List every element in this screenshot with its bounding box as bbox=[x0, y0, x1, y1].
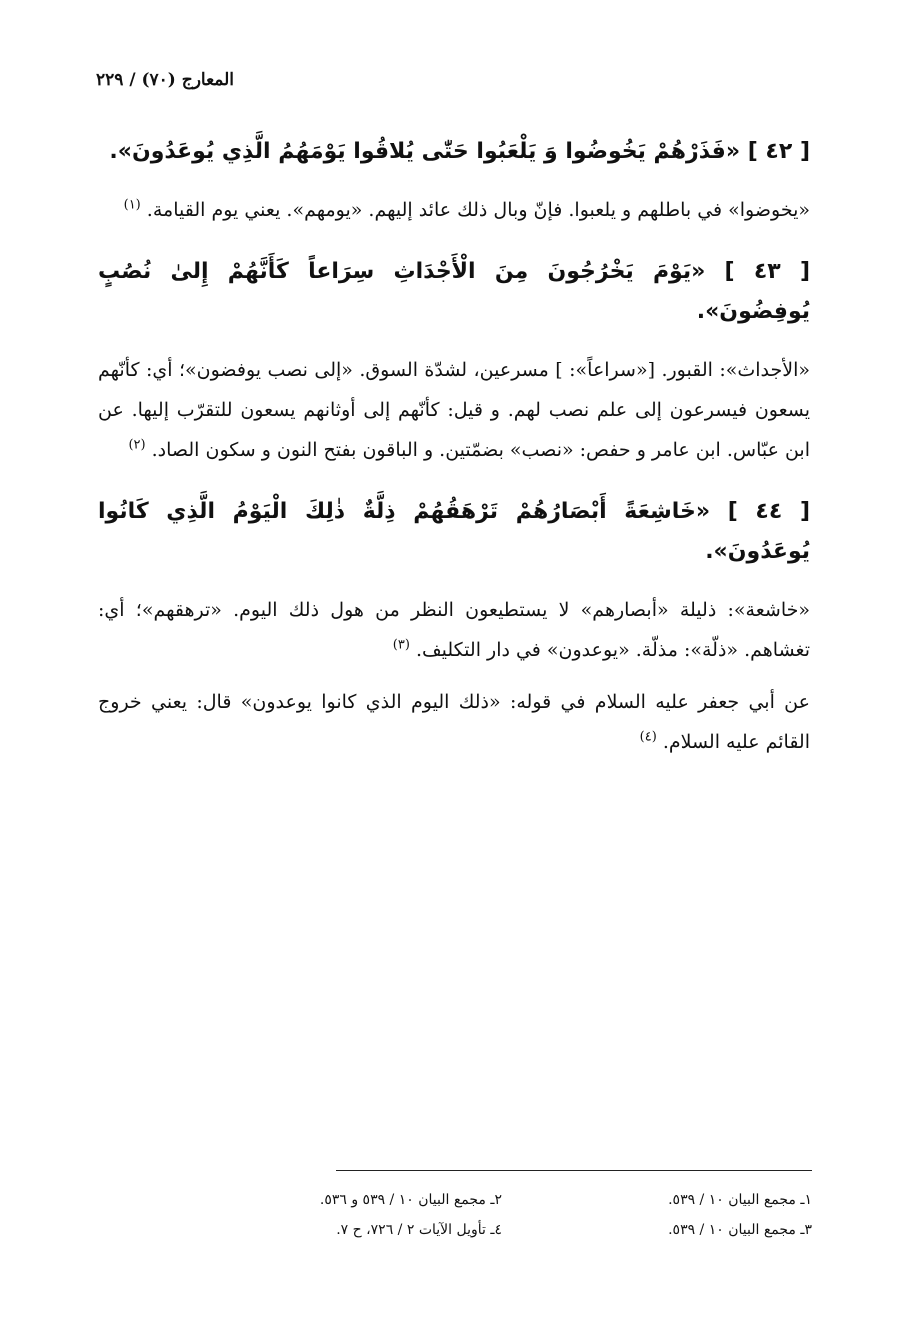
footnote-reference: (٤) bbox=[639, 729, 657, 745]
commentary-text: «الأجداث»: القبور. [«سراعاً»: ] مسرعين، لشدّة السوق. «إلى نصب يوفضون»؛ أي: كأنّهم يسعون فيسرعون إلى علم نصب لهم. و قيل: كأنّهم إلى أوثانهم يسعون للتقرّب إليها. عن ابن عبّاس. ابن عامر و حفص: «نصب» بضمّتين. و الباقون بفتح النون و سكون الصاد. bbox=[98, 359, 810, 461]
footnote-reference: (٢) bbox=[128, 437, 146, 453]
verse-43: [ ٤٣ ] «يَوْمَ يَخْرُجُونَ مِنَ الْأَجْدَاثِ سِرَاعاً كَأَنَّهُمْ إِلىٰ نُصُبٍ يُوفِضُونَ». bbox=[98, 259, 811, 324]
footnotes bbox=[232, 1192, 812, 1238]
commentary-paragraph bbox=[98, 190, 810, 230]
footnote-reference: (٣) bbox=[392, 637, 410, 653]
running-header: المعارج (٧٠) / ٢٢٩ bbox=[96, 70, 235, 90]
verse-44: [ ٤٤ ] «خَاشِعَةً أَبْصَارُهُمْ تَرْهَقُهُمْ ذِلَّةٌ ذٰلِكَ الْيَوْمُ الَّذِي كَانُوا يُوعَدُونَ». bbox=[98, 499, 810, 564]
footnote-item: ١ـ مجمع البيان ١٠ / ٥٣٩. bbox=[668, 1192, 812, 1208]
footnote-reference: (١) bbox=[123, 197, 141, 213]
page-content bbox=[98, 132, 810, 784]
footnote-item: ٢ـ مجمع البيان ١٠ / ٥٣٩ و ٥٣٦. bbox=[319, 1192, 502, 1208]
commentary-text: عن أبي جعفر عليه السلام في قوله: «ذلك اليوم الذي كانوا يوعدون» قال: يعني خروج القائم عليه السلام. bbox=[98, 691, 810, 753]
footnote-item: ٤ـ تأويل الآيات ٢ / ٧٢٦، ح ٧. bbox=[336, 1222, 502, 1238]
footnote-divider bbox=[336, 1170, 812, 1171]
commentary-paragraph bbox=[98, 682, 810, 762]
footnote-item: ٣ـ مجمع البيان ١٠ / ٥٣٩. bbox=[668, 1222, 812, 1238]
commentary-paragraph bbox=[98, 590, 810, 670]
commentary-text: «خاشعة»: ذليلة «أبصارهم» لا يستطيعون النظر من هول ذلك اليوم. «ترهقهم»؛ أي: تغشاهم. «ذلّة»: مذلّة. «يوعدون» في دار التكليف. bbox=[98, 599, 810, 661]
commentary-text: «يخوضوا» في باطلهم و يلعبوا. فإنّ وبال ذلك عائد إليهم. «يومهم». يعني يوم القيامة. bbox=[146, 199, 810, 221]
verse-42: [ ٤٢ ] «فَذَرْهُمْ يَخُوضُوا وَ يَلْعَبُوا حَتّٰى يُلاقُوا يَوْمَهُمُ الَّذِي يُوعَدُونَ». bbox=[109, 139, 810, 164]
commentary-paragraph bbox=[98, 350, 810, 470]
